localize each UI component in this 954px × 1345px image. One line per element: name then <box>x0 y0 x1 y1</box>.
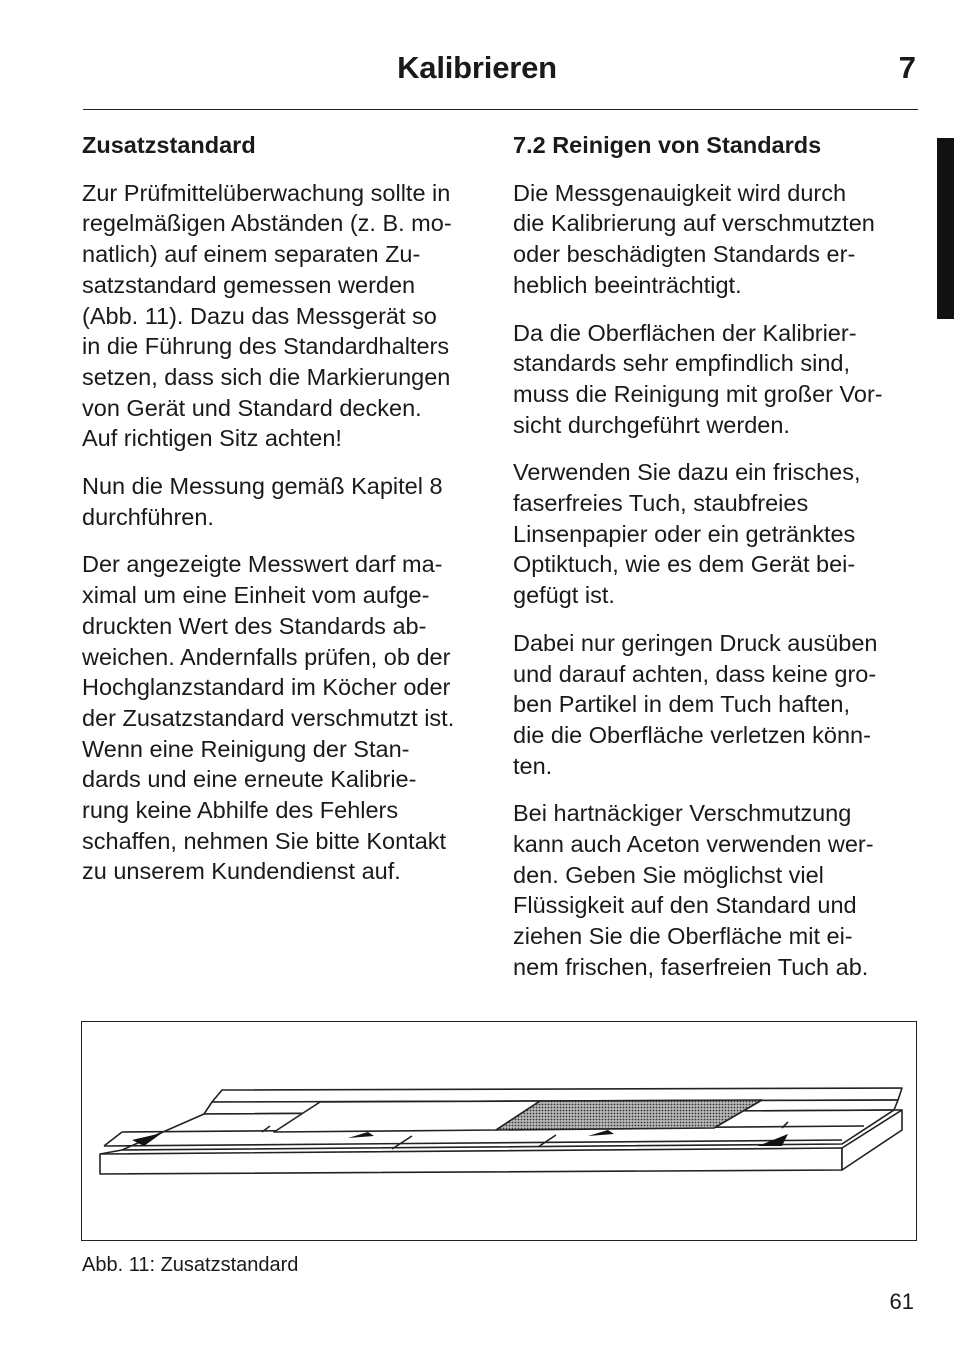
header-divider <box>83 109 918 110</box>
paragraph: Nun die Messung gemäß Kapitel 8 durchführen. <box>82 473 443 530</box>
paragraph: Bei hartnäckiger Verschmutzung kann auch Aceton verwenden wer- den. Geben Sie möglichst viel Flüssigkeit auf den Standard und ziehen Sie die Oberfläche mit ei- nem frischen, faserfreien Tuch ab. <box>513 800 874 980</box>
holder-base-front <box>100 1148 842 1174</box>
paragraph: Verwenden Sie dazu ein frisches, faserfreies Tuch, staubfreies Linsenpapier oder ein getränktes Optiktuch, wie es dem Gerät bei- gefügt ist. <box>513 459 861 609</box>
paragraph: Da die Oberflächen der Kalibrier- standards sehr empfindlich sind, muss die Reinigung mit großer Vor- sicht durchgeführt werden. <box>513 319 883 438</box>
page-number: 61 <box>889 1289 914 1314</box>
section-heading-zusatzstandard: Zusatzstandard <box>82 132 256 158</box>
paragraph: Die Messgenauigkeit wird durch die Kalibrierung auf verschmutzten oder beschädigten Standards er- heblich beeinträchtigt. <box>513 179 875 298</box>
left-column <box>82 130 492 904</box>
figure-zusatzstandard <box>81 1021 917 1241</box>
paragraph: Dabei nur geringen Druck ausüben und darauf achten, dass keine gro- ben Partikel in dem Tuch haften, die die Oberfläche verletzen könn- ten. <box>513 629 878 779</box>
paragraph: Der angezeigte Messwert darf ma- ximal um eine Einheit vom aufge- druckten Wert des Standards ab- weichen. Andernfalls prüfen, ob der Hochglanzstandard im Köcher oder der Zusatzstandard verschmutzt ist. Wenn eine Reinigung der Stan- dards und eine erneute Kalibrie- rung keine Abhilfe des Fehlers schaffen, nehmen Sie bitte Kontakt zu unserem Kundendienst auf. <box>82 551 455 885</box>
section-heading-reinigen: 7.2 Reinigen von Standards <box>513 132 822 158</box>
figure-caption: Abb. 11: Zusatzstandard <box>82 1254 299 1276</box>
chapter-thumb-tab <box>937 138 954 319</box>
standard-holder-illustration <box>82 1022 916 1240</box>
paragraph: Zur Prüfmittelüberwachung sollte in regelmäßigen Abständen (z. B. mo- natlich) auf einem separaten Zu- satzstandard gemessen werden (Abb. 11). Dazu das Messgerät so in die Führung des Standardhalters setzen, dass sich die Markierungen von Gerät und Standard decken. Auf richtigen Sitz achten! <box>82 179 452 452</box>
chapter-number: 7 <box>898 50 916 85</box>
page-title: Kalibrieren <box>397 50 557 85</box>
right-column <box>513 130 918 1000</box>
